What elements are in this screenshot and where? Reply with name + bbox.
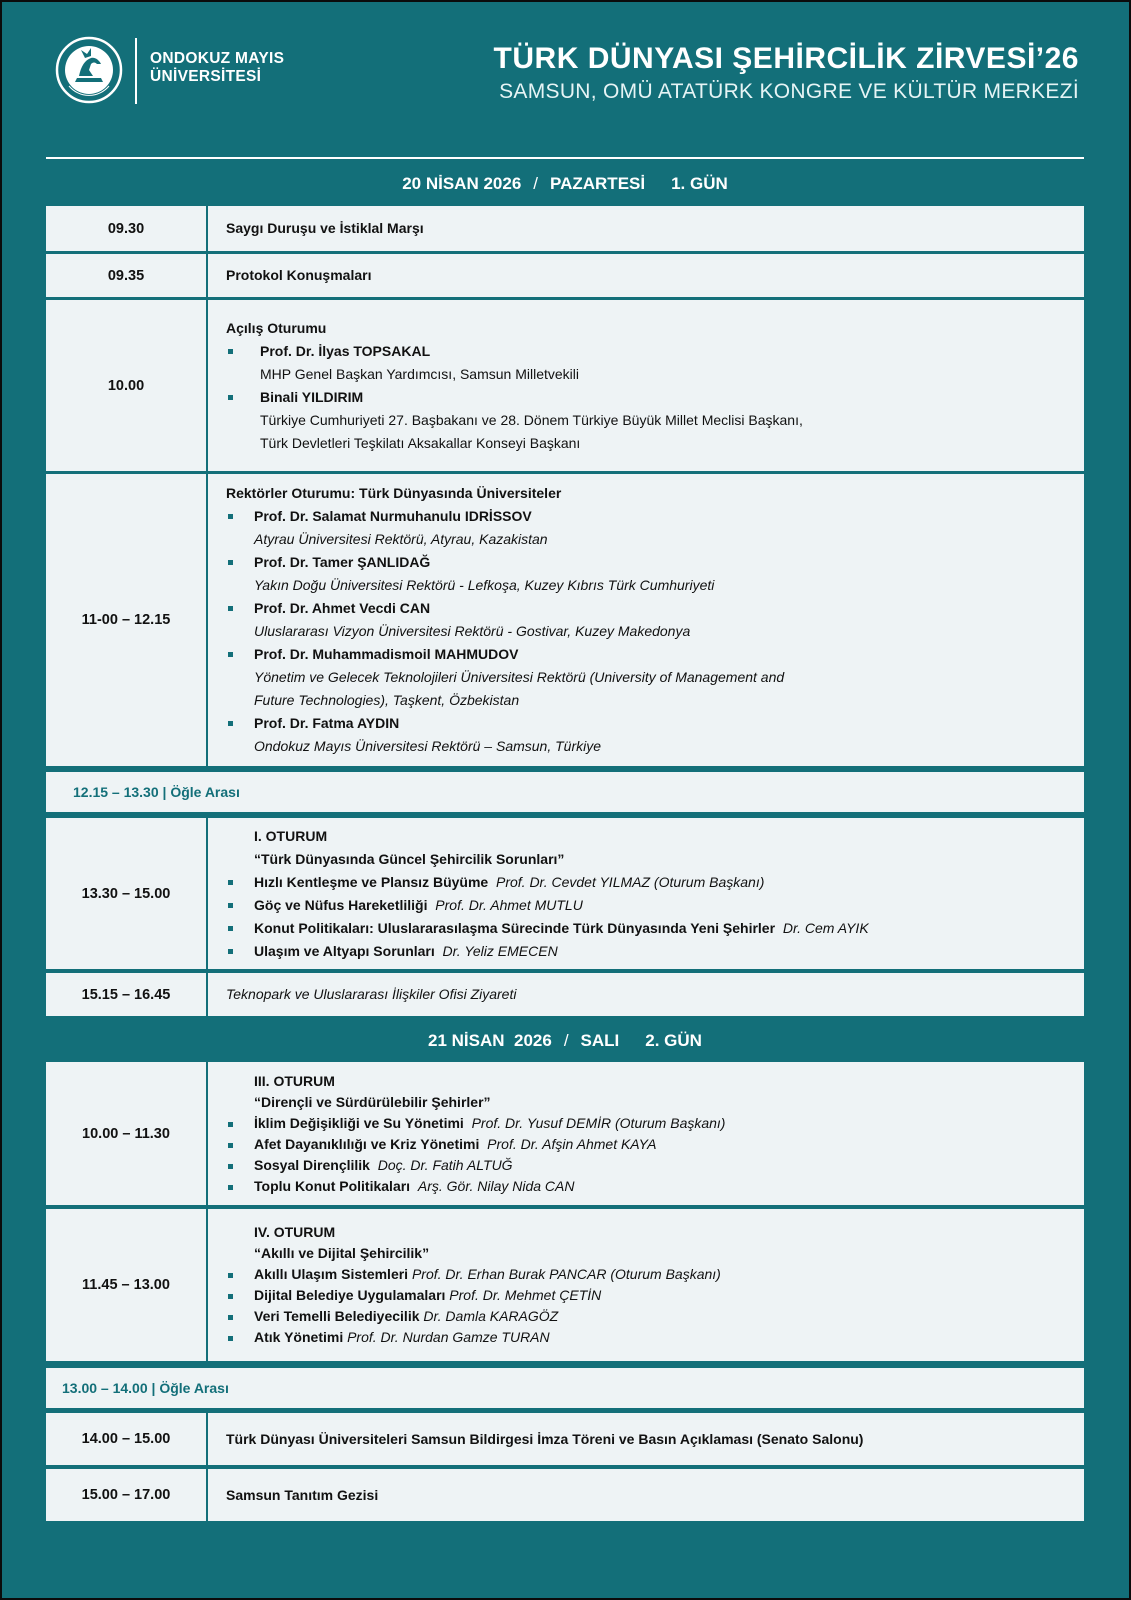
day2-date: 21 NİSAN 2026 xyxy=(428,1031,552,1050)
table-row xyxy=(46,1413,1084,1465)
topic-speaker: Arş. Gör. Nilay Nida CAN xyxy=(417,1177,575,1194)
speaker-desc: Türkiye Cumhuriyeti 27. Başbakanı ve 28. Dönem Türkiye Büyük Millet Meclisi Başkanı, xyxy=(260,411,803,428)
topic-speaker: Dr. Damla KARAGÖZ xyxy=(423,1308,559,1324)
table-row xyxy=(46,1209,1084,1361)
topic-speaker: Prof. Dr. Nurdan Gamze TURAN xyxy=(347,1329,550,1345)
day1-date: 20 NİSAN 2026 xyxy=(402,174,522,193)
speaker-desc: MHP Genel Başkan Yardımcısı, Samsun Milletvekili xyxy=(260,365,580,382)
table-row xyxy=(46,973,1084,1016)
speaker-desc: Uluslararası Vizyon Üniversitesi Rektörü - Gostivar, Kuzey Makedonya xyxy=(254,623,691,639)
topic-speaker: Prof. Dr. Cevdet YILMAZ (Oturum Başkanı) xyxy=(495,873,765,890)
row-text: Türk Dünyası Üniversiteleri Samsun Bildirgesi İmza Töreni ve Basın Açıklaması (Senato Salonu) xyxy=(226,1430,864,1447)
topic-title: Dijital Belediye Uygulamaları xyxy=(254,1287,446,1303)
row-time: 10.00 – 11.30 xyxy=(46,1062,208,1205)
university-name-line1: ONDOKUZ MAYIS xyxy=(150,50,285,67)
session-number: I. OTURUM xyxy=(254,827,328,844)
speaker-name: Prof. Dr. Fatma AYDIN xyxy=(226,712,1074,735)
session-number: IV. OTURUM xyxy=(254,1224,336,1240)
table-row xyxy=(46,300,1084,471)
row-time: 14.00 – 15.00 xyxy=(46,1413,208,1465)
topic-speaker: Prof. Dr. Ahmet MUTLU xyxy=(435,896,583,913)
topic-speaker: Dr. Yeliz EMECEN xyxy=(442,942,558,959)
speaker-desc: Yakın Doğu Üniversitesi Rektörü - Lefkoşa, Kuzey Kıbrıs Türk Cumhuriyeti xyxy=(254,577,715,593)
university-name-line2: ÜNİVERSİTESİ xyxy=(150,68,262,85)
row-time: 15.00 – 17.00 xyxy=(46,1469,208,1521)
speaker-desc: Future Technologies), Taşkent, Özbekistan xyxy=(254,692,520,708)
speaker-name: Prof. Dr. Tamer ŞANLIDAĞ xyxy=(226,551,1074,574)
row-time: 10.00 xyxy=(46,300,208,471)
topic-title: Ulaşım ve Altyapı Sorunları xyxy=(254,942,435,959)
topic-title: Göç ve Nüfus Hareketliliği xyxy=(254,896,428,913)
topic-speaker: Prof. Dr. Yusuf DEMİR (Oturum Başkanı) xyxy=(471,1114,726,1131)
speaker-name: Prof. Dr. İlyas TOPSAKAL xyxy=(226,340,1074,363)
session-heading: Rektörler Oturumu: Türk Dünyasında Üniversiteler xyxy=(226,485,562,501)
topic-title: İklim Değişikliği ve Su Yönetimi xyxy=(254,1114,464,1131)
row-text: Saygı Duruşu ve İstiklal Marşı xyxy=(226,220,424,236)
day2-header xyxy=(46,1026,1084,1056)
day1-header xyxy=(46,169,1084,199)
row-time: 09.30 xyxy=(46,206,208,251)
row-text: Protokol Konuşmaları xyxy=(226,267,372,283)
day2-label: 2. GÜN xyxy=(645,1031,702,1050)
topic-title: Konut Politikaları: Uluslararasılaşma Sürecinde Türk Dünyasında Yeni Şehirler xyxy=(254,919,776,936)
header-separator xyxy=(135,38,137,104)
row-text: Teknopark ve Uluslararası İlişkiler Ofisi Ziyareti xyxy=(226,986,517,1002)
speaker-desc: Ondokuz Mayıs Üniversitesi Rektörü – Samsun, Türkiye xyxy=(254,738,602,754)
table-row xyxy=(46,1062,1084,1205)
table-row xyxy=(46,818,1084,969)
topic-title: Sosyal Dirençlilik xyxy=(254,1156,370,1173)
row-time: 13.30 – 15.00 xyxy=(46,818,208,969)
omu-logo-icon xyxy=(55,36,123,104)
speaker-name: Prof. Dr. Salamat Nurmuhanulu IDRİSSOV xyxy=(226,505,1074,528)
university-name xyxy=(150,50,284,86)
topic-title: Atık Yönetimi xyxy=(254,1329,344,1345)
speaker-name: Binali YILDIRIM xyxy=(226,386,1074,409)
day1-label: 1. GÜN xyxy=(671,174,728,193)
day1-weekday: PAZARTESİ xyxy=(550,174,646,193)
topic-title: Akıllı Ulaşım Sistemleri xyxy=(254,1266,409,1282)
session-theme: “Türk Dünyasında Güncel Şehircilik Sorunları” xyxy=(254,850,565,867)
row-time: 15.15 – 16.45 xyxy=(46,973,208,1016)
table-row xyxy=(46,474,1084,766)
speaker-desc: Atyrau Üniversitesi Rektörü, Atyrau, Kazakistan xyxy=(254,531,548,547)
topic-title: Afet Dayanıklılığı ve Kriz Yönetimi xyxy=(254,1135,480,1152)
speaker-desc: Yönetim ve Gelecek Teknolojileri Üniversitesi Rektörü (University of Management and xyxy=(254,669,785,685)
topic-speaker: Prof. Dr. Mehmet ÇETİN xyxy=(449,1287,602,1303)
day2-slash: / xyxy=(563,1031,569,1050)
table-row xyxy=(46,1469,1084,1521)
topic-speaker: Prof. Dr. Afşin Ahmet KAYA xyxy=(487,1135,657,1152)
header-divider xyxy=(46,157,1084,159)
lunch-break: 13.00 – 14.00 | Öğle Arası xyxy=(46,1368,1084,1408)
row-time: 11.45 – 13.00 xyxy=(46,1209,208,1361)
row-time: 11-00 – 12.15 xyxy=(46,474,208,766)
row-text: Samsun Tanıtım Gezisi xyxy=(226,1486,379,1503)
speaker-name: Prof. Dr. Ahmet Vecdi CAN xyxy=(226,597,1074,620)
page-subtitle: SAMSUN, OMÜ ATATÜRK KONGRE VE KÜLTÜR MERKEZİ xyxy=(499,80,1079,103)
speaker-name: Prof. Dr. Muhammadismoil MAHMUDOV xyxy=(226,643,1074,666)
topic-speaker: Doç. Dr. Fatih ALTUĞ xyxy=(377,1156,513,1173)
session-number: III. OTURUM xyxy=(254,1072,335,1089)
page-title: TÜRK DÜNYASI ŞEHİRCİLİK ZİRVESİ’26 xyxy=(493,42,1079,75)
day1-slash: / xyxy=(533,174,539,193)
session-theme: “Akıllı ve Dijital Şehircilik” xyxy=(254,1245,430,1261)
speaker-desc: Türk Devletleri Teşkilatı Aksakallar Konseyi Başkanı xyxy=(260,434,581,451)
table-row xyxy=(46,254,1084,297)
topic-title: Veri Temelli Belediyecilik xyxy=(254,1308,420,1324)
topic-speaker: Dr. Cem AYIK xyxy=(782,919,869,936)
lunch-break: 12.15 – 13.30 | Öğle Arası xyxy=(46,772,1084,812)
session-heading: Açılış Oturumu xyxy=(226,319,327,336)
row-time: 09.35 xyxy=(46,254,208,297)
topic-speaker: Prof. Dr. Erhan Burak PANCAR (Oturum Başkanı) xyxy=(411,1266,721,1282)
session-theme: “Dirençli ve Sürdürülebilir Şehirler” xyxy=(254,1093,491,1110)
topic-title: Hızlı Kentleşme ve Plansız Büyüme xyxy=(254,873,489,890)
day2-weekday: SALI xyxy=(580,1031,620,1050)
topic-title: Toplu Konut Politikaları xyxy=(254,1177,411,1194)
table-row xyxy=(46,206,1084,251)
